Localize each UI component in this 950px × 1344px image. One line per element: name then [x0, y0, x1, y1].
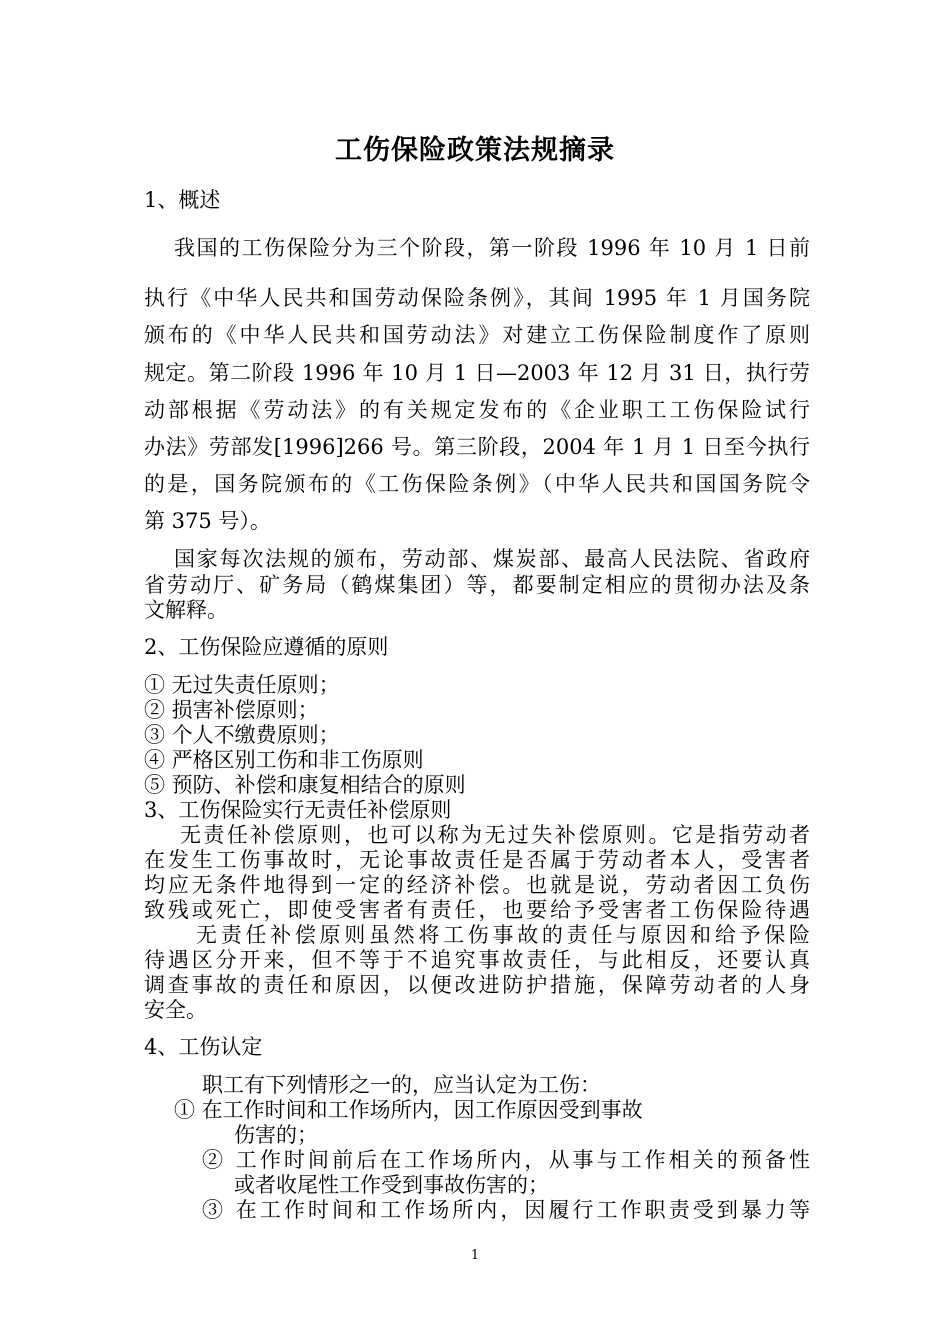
paragraph-line: 致残或死亡，即使受害者有责任，也要给予受害者工伤保险待遇 [144, 898, 810, 922]
paragraph-line: 待遇区分开来，但不等于不追究事故责任，与此相反，还要认真 [144, 948, 810, 972]
list-item: ③ 个人不缴费原则； [144, 723, 340, 747]
paragraph-line: 第 375 号）。 [144, 509, 271, 533]
section-heading-injury-recognition: 4、工伤认定 [144, 1035, 263, 1059]
page-title: 工伤保险政策法规摘录 [335, 135, 615, 166]
section-heading-principles: 2、工伤保险应遵循的原则 [144, 635, 389, 659]
paragraph-line: 调查事故的责任和原因，以便改进防护措施，保障劳动者的人身 [144, 973, 810, 997]
paragraph-line: 执行《中华人民共和国劳动保险条例》，其间 1995 年 1 月国务院 [144, 286, 810, 310]
paragraph-line: 办法》劳部发[1996]266 号。第三阶段，2004 年 1 月 1 日至今执行 [144, 435, 810, 459]
list-item: ④ 严格区别工伤和非工伤原则 [144, 748, 424, 772]
list-item: ① 在工作时间和工作场所内，因工作原因受到事故 [174, 1098, 643, 1122]
paragraph-line: 国家每次法规的颁布，劳动部、煤炭部、最高人民法院、省政府 [174, 547, 810, 571]
section-heading-overview: 1、概述 [144, 188, 221, 212]
list-item: ⑤ 预防、补偿和康复相结合的原则 [144, 773, 466, 797]
paragraph-line: 职工有下列情形之一的，应当认定为工伤： [202, 1073, 601, 1097]
list-item: ① 无过失责任原则； [144, 673, 340, 697]
paragraph-line: 颁布的《中华人民共和国劳动法》对建立工伤保险制度作了原则 [144, 323, 810, 347]
paragraph-line: 均应无条件地得到一定的经济补偿。也就是说，劳动者因工负伤 [144, 873, 810, 897]
page-number: 1 [470, 1248, 480, 1263]
paragraph-line: 无责任补偿原则，也可以称为无过失补偿原则。它是指劳动者 [180, 823, 810, 847]
paragraph-line: 安全。 [144, 998, 207, 1022]
section-heading-no-fault: 3、工伤保险实行无责任补偿原则 [144, 798, 452, 822]
list-item: 伤害的； [234, 1123, 318, 1147]
paragraph-line: 无责任补偿原则虽然将工伤事故的责任与原因和给予保险 [196, 923, 810, 947]
paragraph-line: 动部根据《劳动法》的有关规定发布的《企业职工工伤保险试行 [144, 398, 810, 422]
list-item: ② 工作时间前后在工作场所内，从事与工作相关的预备性 [202, 1148, 810, 1172]
paragraph-line: 规定。第二阶段 1996 年 10 月 1 日—2003 年 12 月 31 日，执行劳 [144, 361, 810, 385]
paragraph-line: 在发生工伤事故时，无论事故责任是否属于劳动者本人，受害者 [144, 848, 810, 872]
paragraph-line: 文解释。 [144, 598, 228, 622]
list-item: 或者收尾性工作受到事故伤害的； [234, 1173, 549, 1197]
list-item: ② 损害补偿原则； [144, 698, 319, 722]
list-item: ③ 在工作时间和工作场所内，因履行工作职责受到暴力等 [202, 1198, 810, 1222]
paragraph-line: 我国的工伤保险分为三个阶段，第一阶段 1996 年 10 月 1 日前 [174, 236, 810, 260]
paragraph-line: 的是，国务院颁布的《工伤保险条例》（中华人民共和国国务院令 [144, 472, 810, 496]
paragraph-line: 省劳动厅、矿务局（鹤煤集团）等，都要制定相应的贯彻办法及条 [144, 573, 810, 597]
